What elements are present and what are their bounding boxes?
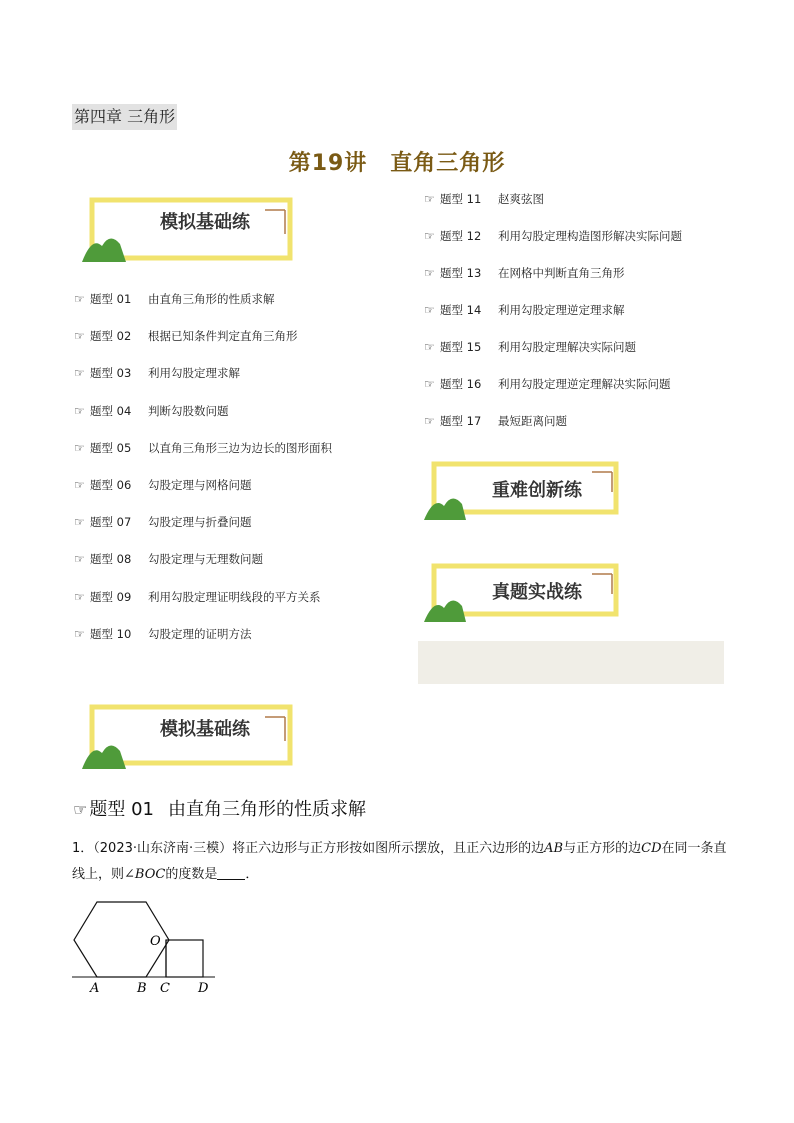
toc-item-title: 利用勾股定理逆定理解决实际问题	[498, 377, 671, 391]
pointing-hand-icon: ☞	[74, 515, 85, 530]
pointing-hand-icon: ☞	[424, 192, 435, 206]
segment-cd: CD	[641, 841, 662, 856]
toc-item[interactable]	[424, 301, 625, 319]
label-o: O	[150, 934, 161, 949]
toc-item[interactable]	[74, 588, 321, 606]
pointing-hand-icon: ☞	[74, 478, 85, 492]
toc-item[interactable]	[424, 227, 682, 245]
toc-item-title: 勾股定理与折叠问题	[148, 515, 252, 530]
toc-item-code: 题型 16	[440, 377, 482, 391]
pointing-hand-icon: ☞	[74, 329, 85, 344]
toc-item-code: 题型 04	[90, 403, 132, 418]
lecture-title: 第19讲 直角三角形	[288, 151, 506, 176]
question-source: （2023·山东济南·三模）	[93, 841, 233, 856]
pointing-hand-icon: ☞	[424, 340, 435, 354]
toc-item[interactable]	[424, 264, 625, 282]
toc-item[interactable]	[74, 550, 263, 568]
toc-item[interactable]	[424, 338, 636, 356]
toc-item-code: 题型 05	[90, 440, 132, 455]
toc-item-code: 题型 14	[440, 303, 482, 317]
banner-basic-top	[80, 196, 295, 260]
toc-item[interactable]	[74, 513, 252, 531]
pointing-hand-icon: ☞	[424, 229, 435, 243]
toc-item-code: 题型 03	[90, 366, 132, 381]
question-text-a: 将正六边形与正方形按如图所示摆放，且正六边形的边	[232, 841, 545, 856]
angle-boc: ∠BOC	[124, 867, 166, 882]
toc-item-code: 题型 01	[90, 292, 132, 306]
label-b: B	[137, 981, 147, 996]
toc-item[interactable]	[74, 476, 252, 494]
toc-item[interactable]	[424, 190, 544, 208]
toc-item-title: 利用勾股定理证明线段的平方关系	[148, 589, 321, 604]
pointing-hand-icon: ☞	[74, 403, 85, 418]
banner-basic-bottom	[80, 703, 295, 767]
type-heading	[73, 795, 366, 821]
banner-label: 重难创新练	[492, 480, 582, 501]
question-number: 1．	[72, 841, 94, 856]
pointing-hand-icon: ☞	[424, 266, 435, 280]
pointing-hand-icon: ☞	[424, 377, 435, 391]
toc-item[interactable]	[74, 402, 229, 420]
label-a: A	[90, 981, 100, 996]
toc-item[interactable]	[74, 625, 252, 643]
pointing-hand-icon: ☞	[74, 366, 85, 381]
question-text-c: 在同一条直线上，则	[72, 841, 727, 882]
toc-item-title: 利用勾股定理求解	[148, 366, 240, 381]
toc-item[interactable]	[74, 327, 298, 345]
chapter-label: 第四章 三角形	[72, 104, 177, 130]
toc-item-code: 题型 13	[440, 266, 482, 280]
banner-real	[422, 562, 637, 626]
toc-item[interactable]	[424, 412, 567, 430]
pointing-hand-icon: ☞	[74, 589, 85, 604]
toc-item-title: 利用勾股定理构造图形解决实际问题	[498, 229, 682, 243]
toc-item-title: 利用勾股定理逆定理求解	[498, 303, 625, 317]
banner-label: 真题实战练	[492, 582, 582, 603]
answer-box	[418, 641, 724, 684]
toc-item-title: 根据已知条件判定直角三角形	[148, 329, 298, 344]
toc-item-code: 题型 17	[440, 414, 482, 428]
pointing-hand-icon: ☞	[74, 440, 85, 455]
banner-label: 模拟基础练	[160, 212, 250, 233]
label-c: C	[160, 981, 170, 996]
toc-item-code: 题型 12	[440, 229, 482, 243]
segment-ab: AB	[544, 841, 564, 856]
toc-item-title: 利用勾股定理解决实际问题	[498, 340, 636, 354]
type-heading-code: 题型 01	[89, 799, 154, 820]
toc-item-code: 题型 15	[440, 340, 482, 354]
toc-item-code: 题型 10	[90, 626, 132, 641]
pointing-hand-icon: ☞	[74, 292, 85, 306]
question-text-d: 的度数是	[165, 867, 218, 882]
toc-item-title: 勾股定理与无理数问题	[148, 552, 263, 567]
banner-hard	[422, 460, 637, 524]
toc-item-title: 勾股定理与网格问题	[148, 478, 252, 492]
pointing-hand-icon: ☞	[424, 414, 435, 428]
toc-item-title: 由直角三角形的性质求解	[148, 292, 275, 306]
toc-item-code: 题型 09	[90, 589, 132, 604]
toc-item[interactable]	[74, 439, 332, 457]
toc-item[interactable]	[424, 375, 671, 393]
question-text-e: ．	[245, 867, 259, 882]
toc-item-title: 判断勾股数问题	[148, 403, 229, 418]
banner-label: 模拟基础练	[160, 719, 250, 740]
toc-item-title: 在网格中判断直角三角形	[498, 266, 625, 280]
toc-item[interactable]	[74, 364, 240, 382]
toc-item-code: 题型 02	[90, 329, 132, 344]
pointing-hand-icon: ☞	[74, 552, 85, 567]
toc-item-code: 题型 07	[90, 515, 132, 530]
toc-item-title: 最短距离问题	[498, 414, 567, 428]
toc-item-code: 题型 06	[90, 478, 132, 492]
pointing-hand-icon: ☞	[73, 800, 88, 819]
toc-item-title: 勾股定理的证明方法	[148, 626, 252, 641]
hexagon-square-figure	[70, 870, 230, 1004]
toc-item-title: 以直角三角形三边为边长的图形面积	[148, 440, 332, 455]
label-d: D	[198, 981, 209, 996]
toc-item-code: 题型 11	[440, 192, 482, 206]
geometry-diagram	[70, 870, 230, 1000]
toc-item-code: 题型 08	[90, 552, 132, 567]
type-heading-title: 由直角三角形的性质求解	[167, 799, 366, 820]
question-text-b: 与正方形的边	[563, 841, 642, 856]
toc-item-title: 赵爽弦图	[498, 192, 544, 206]
pointing-hand-icon: ☞	[424, 303, 435, 317]
toc-item[interactable]	[74, 290, 275, 308]
pointing-hand-icon: ☞	[74, 626, 85, 641]
